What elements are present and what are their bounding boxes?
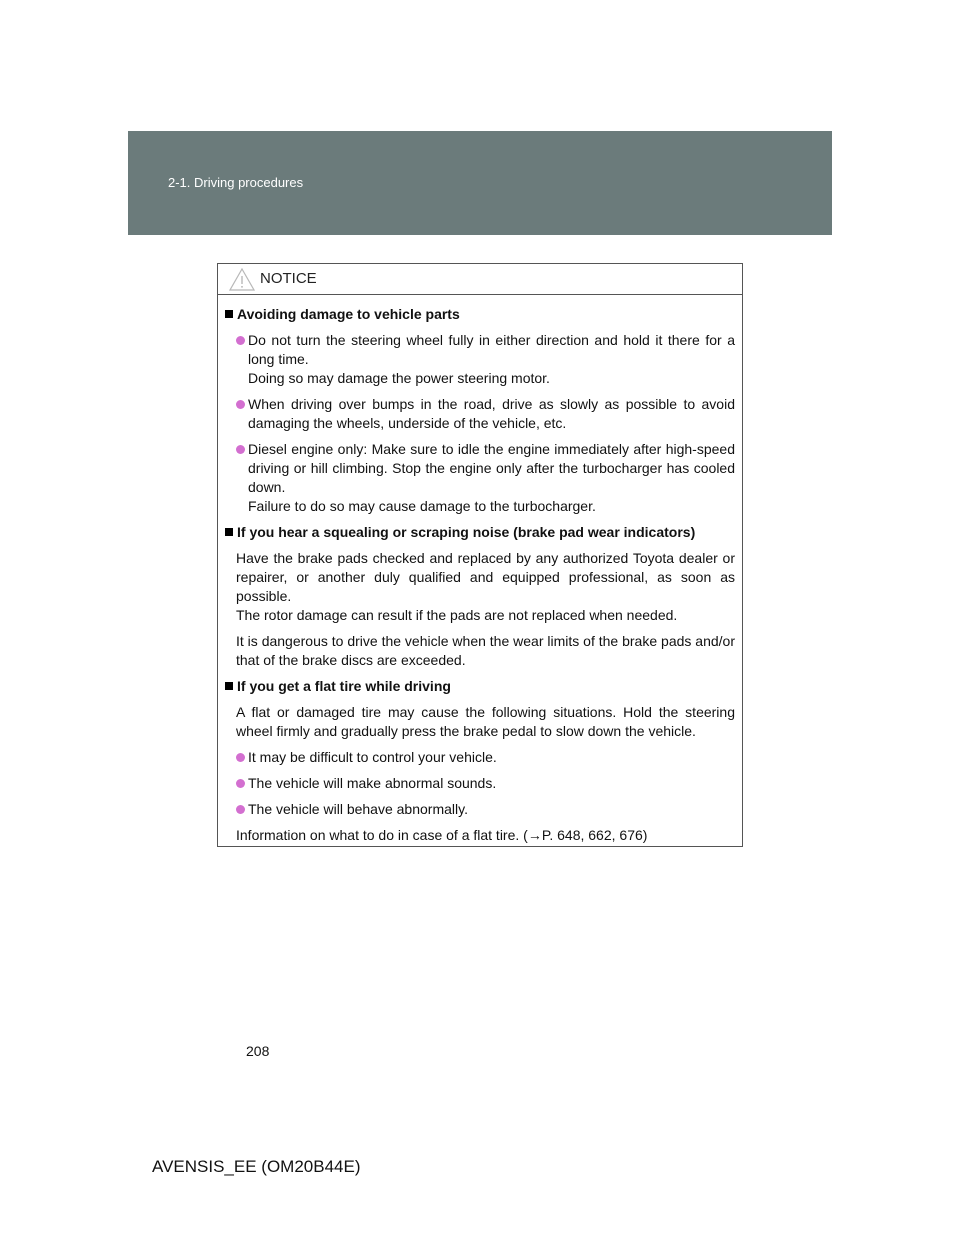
section-heading-text: Avoiding damage to vehicle parts [237,306,460,322]
square-bullet-icon [225,528,233,536]
paragraph [225,703,735,741]
notice-box [217,263,743,847]
list-item-text: When driving over bumps in the road, drive as slowly as possible to avoid damaging the wheels, underside of the vehicle, etc. [248,396,735,431]
list-item [225,440,735,516]
list-item [225,774,735,793]
cross-reference-text: Information on what to do in case of a flat tire. (→P. 648, 662, 676) [236,827,648,843]
section-title: 2-1. Driving procedures [168,175,304,190]
round-bullet-icon [236,336,245,345]
list-item-text: Doing so may damage the power steering motor. [248,370,550,386]
list-item [225,395,735,433]
list-item-text: Failure to do so may cause damage to the turbocharger. [248,498,596,514]
paragraph [225,632,735,670]
paragraph-text: A flat or damaged tire may cause the following situations. Hold the steering wheel firmly and gradually press the brake pedal to slow down the vehicle. [236,704,735,739]
paragraph-text: It is dangerous to drive the vehicle when the wear limits of the brake pads and/or that of the brake discs are exceeded. [236,633,735,668]
square-bullet-icon [225,310,233,318]
page-number: 208 [246,1043,270,1059]
list-item-text: The vehicle will make abnormal sounds. [248,775,497,791]
round-bullet-icon [236,805,245,814]
list-item [225,331,735,388]
paragraph [225,549,735,625]
round-bullet-icon [236,445,245,454]
list-item-text: Do not turn the steering wheel fully in either direction and hold it there for a long time. [248,332,735,367]
paragraph-text: The rotor damage can result if the pads are not replaced when needed. [236,607,678,623]
list-item-text: The vehicle will behave abnormally. [248,801,468,817]
round-bullet-icon [236,753,245,762]
section-heading [225,677,735,696]
footer-model-code: AVENSIS_EE (OM20B44E) [152,1157,361,1176]
header-band [128,131,832,235]
list-item [225,748,735,767]
paragraph-text: Have the brake pads checked and replaced by any authorized Toyota dealer or repairer, or another duly qualified and equipped professional, as soon as possible. [236,550,735,604]
section-heading-text: If you hear a squealing or scraping noise (brake pad wear indicators) [237,524,696,540]
round-bullet-icon [236,400,245,409]
warning-triangle-icon [229,268,255,291]
section-heading-text: If you get a flat tire while driving [237,678,451,694]
notice-body [225,305,735,852]
list-item-text: It may be difficult to control your vehicle. [248,749,497,765]
paragraph [225,826,735,845]
section-heading [225,523,735,542]
notice-header [218,264,742,295]
list-item [225,800,735,819]
section-heading [225,305,735,324]
notice-title: NOTICE [260,270,317,287]
list-item-text: Diesel engine only: Make sure to idle the engine immediately after high-speed driving or hill climbing. Stop the engine only after the turbocharger has cooled down. [248,441,735,495]
square-bullet-icon [225,682,233,690]
round-bullet-icon [236,779,245,788]
